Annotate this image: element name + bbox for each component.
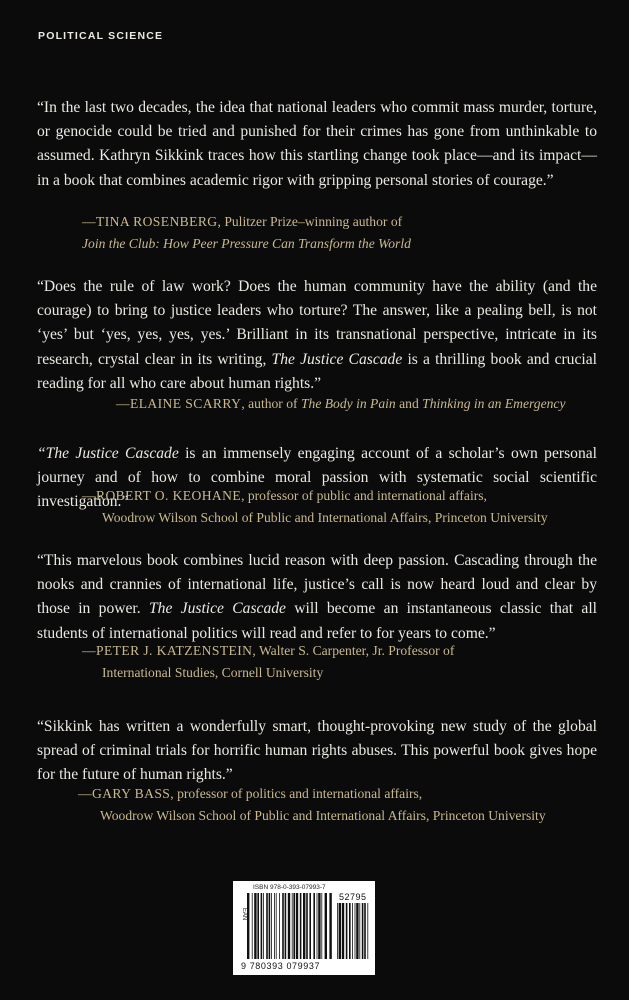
barcode-bar bbox=[271, 893, 272, 959]
blurb-attribution-5 bbox=[78, 783, 546, 827]
quote-text: “This marvelous book combines lucid reason with deep passion. Cascading through the nooks and crannies of international life, justice’s call is now heard loud and clear by those in power. bbox=[37, 552, 597, 618]
barcode-bar bbox=[352, 903, 353, 959]
barcode-bar bbox=[247, 893, 249, 959]
barcode-bar bbox=[282, 893, 284, 959]
barcode-bar bbox=[279, 893, 280, 959]
attribution-affiliation: International Studies, Cornell University bbox=[102, 665, 324, 680]
barcode-bar bbox=[288, 893, 290, 959]
barcode-panel bbox=[233, 881, 375, 975]
barcode-bar bbox=[355, 903, 356, 959]
isbn-digits: 9 780393 079937 bbox=[241, 961, 321, 971]
quote-text: will become an instantaneous classic that all students of international politics will read and refer to for years to come.” bbox=[37, 600, 598, 642]
attribution-book: Thinking in an Emergency bbox=[422, 396, 566, 411]
blurb-quote-1: “In the last two decades, the idea that national leaders who commit mass murder, torture, or genocide could be tried and punished for their crimes has gone from unthinkable to assumed. Kathryn Sikkink traces how this startling change took place—and its impact—in a book that combines academic rigor with gripping personal stories of courage.” bbox=[37, 99, 597, 189]
barcode-bar bbox=[293, 893, 295, 959]
barcode-bar bbox=[254, 893, 256, 959]
category-label: POLITICAL SCIENCE bbox=[38, 30, 164, 42]
attribution-role: , Walter S. Carpenter, Jr. Professor of bbox=[252, 643, 455, 658]
attribution-affiliation: Woodrow Wilson School of Public and International Affairs, Princeton University bbox=[102, 510, 548, 525]
blurb-attribution-1 bbox=[82, 211, 411, 255]
barcode-bar bbox=[364, 903, 366, 959]
attribution-and: and bbox=[395, 396, 423, 411]
attribution-name: —TINA ROSENBERG bbox=[82, 214, 218, 229]
barcode-bar bbox=[318, 893, 320, 959]
quote-book-title: “The Justice Cascade bbox=[37, 445, 179, 462]
barcode-bar bbox=[292, 893, 293, 959]
blurb-quote-5: “Sikkink has written a wonderfully smart, thought-provoking new study of the global spread of criminal trials for horrific human rights abuses. This powerful book gives hope for the future of human rights.” bbox=[37, 718, 597, 784]
barcode-bar bbox=[252, 893, 253, 959]
barcode-bar bbox=[313, 893, 315, 959]
barcode-bar bbox=[367, 903, 368, 959]
quote-book-title: The Justice Cascade bbox=[148, 600, 286, 618]
barcode-bar bbox=[269, 893, 271, 959]
barcode-bar bbox=[274, 893, 275, 959]
attribution-role: , Pulitzer Prize–winning author of bbox=[217, 214, 403, 229]
price-addon-barcode bbox=[337, 903, 368, 959]
barcode-bar bbox=[261, 893, 263, 959]
quote-text: “Does the rule of law work? Does the human community have the ability (and the courage) to bring to justice leaders who torture? The answer, like a pealing bell, is not ‘yes’ but ‘yes, yes, yes, yes.’ Brilliant in its transnational perspective, intricate in its research, crystal clear in its writing, bbox=[37, 278, 597, 368]
barcode-bar bbox=[346, 903, 348, 959]
barcode-bar bbox=[309, 893, 311, 959]
isbn-label: ISBN 978-0-393-07993-7 bbox=[253, 884, 326, 891]
barcode-bar bbox=[263, 893, 264, 959]
barcode-bar bbox=[325, 893, 327, 959]
barcode-bar bbox=[285, 893, 287, 959]
barcode-bar bbox=[266, 893, 268, 959]
barcode-bar bbox=[296, 893, 298, 959]
ean-barcode bbox=[247, 893, 332, 959]
barcode-bar bbox=[306, 893, 308, 959]
attribution-role: , professor of public and international affairs, bbox=[241, 488, 487, 503]
barcode-bar bbox=[342, 903, 344, 959]
barcode-bar bbox=[300, 893, 302, 959]
barcode-bar bbox=[257, 893, 259, 959]
barcode-bar bbox=[339, 903, 341, 959]
barcode-bar bbox=[317, 893, 318, 959]
attribution-role: , author of bbox=[241, 396, 301, 411]
blurb-quote-2 bbox=[37, 275, 597, 396]
price-code: 52795 bbox=[339, 892, 367, 902]
attribution-role: , professor of politics and international affairs, bbox=[170, 786, 423, 801]
attribution-book: The Body in Pain bbox=[300, 396, 396, 411]
barcode-bar bbox=[362, 903, 364, 959]
barcode-bar bbox=[329, 893, 331, 959]
attribution-affiliation: Woodrow Wilson School of Public and International Affairs, Princeton University bbox=[100, 808, 546, 823]
barcode-bar bbox=[359, 903, 360, 959]
quote-text: is a thrilling book and crucial reading for all who care about human rights.” bbox=[37, 350, 597, 392]
blurb-attribution-4 bbox=[82, 640, 454, 684]
barcode-bar bbox=[337, 903, 338, 959]
blurb-quote-4 bbox=[37, 549, 597, 646]
barcode-bar bbox=[276, 893, 277, 959]
attribution-name: —PETER J. KATZENSTEIN bbox=[82, 643, 253, 658]
barcode-bar bbox=[321, 893, 322, 959]
blurb-attribution-3 bbox=[82, 485, 548, 529]
barcode-bar bbox=[349, 903, 351, 959]
quote-book-title: The Justice Cascade bbox=[271, 350, 403, 368]
attribution-book: Join the Club: How Peer Pressure Can Transform the World bbox=[82, 236, 411, 251]
attribution-name: —ELAINE SCARRY bbox=[116, 396, 242, 411]
barcode-bar bbox=[356, 903, 358, 959]
quote-text: is an immensely engaging account of a scholar’s own personal journey and of how to combine moral passion with systematic social scientific investigation.” bbox=[37, 445, 597, 511]
attribution-name: —GARY BASS bbox=[78, 786, 171, 801]
barcode-bar bbox=[303, 893, 305, 959]
blurb-attribution-2 bbox=[116, 393, 566, 415]
attribution-name: —ROBERT O. KEOHANE bbox=[82, 488, 242, 503]
ean-label: EAN bbox=[241, 907, 248, 921]
